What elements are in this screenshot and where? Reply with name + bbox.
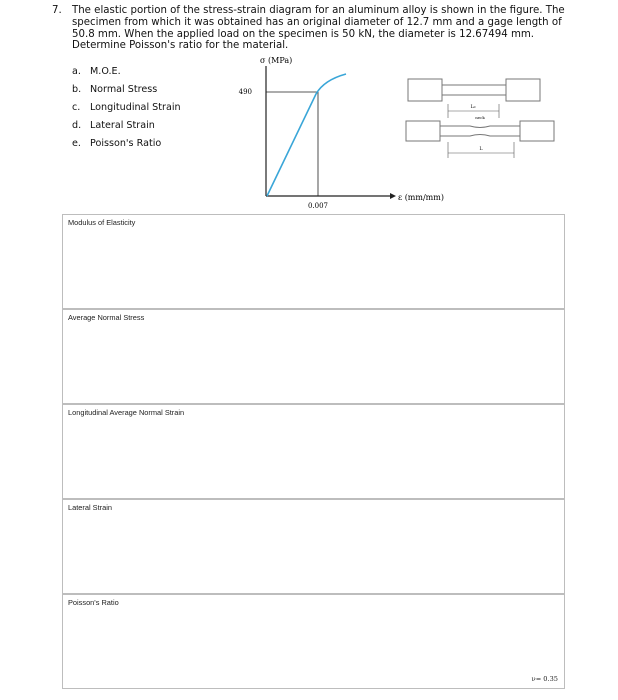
list-marker: d. [72,120,82,131]
answer-box-poissons-ratio[interactable] [62,594,565,689]
specimen-necked [406,121,554,141]
problem-text: The elastic portion of the stress-strain diagram for an aluminum alloy is shown in the figure. The specimen from which it was obtained has an original diameter of 12.7 mm and a gage length of 50.8 mm. When the applied load on the specimen is 50 kN, the diameter is 12.67494 mm. Determine Poisson's ratio for the material. [72,5,565,52]
specimen-unloaded [408,79,540,101]
neck-label: neck [475,115,485,120]
answer-box-lateral-strain[interactable] [62,499,565,594]
gage-label: L₀ [470,105,476,110]
nu-symbol: ν [531,675,536,683]
answer-box-normal-stress[interactable] [62,309,565,404]
stress-strain-figure [230,52,570,212]
list-marker: b. [72,84,82,95]
stress-strain-diagram [230,52,570,212]
x-axis-arrow [390,193,396,199]
list-label: Poisson's Ratio [90,138,162,149]
answer-box-label: Modulus of Elasticity [68,218,136,227]
answer-box-label: Lateral Strain [68,503,112,512]
poissons-ratio-note [532,675,558,683]
answer-box-label: Average Normal Stress [68,313,145,322]
answer-box-longitudinal-strain[interactable] [62,404,565,499]
list-item [72,84,157,95]
x-axis-label: ε (mm/mm) [398,193,444,202]
list-item [72,138,161,149]
answer-box-label: Poisson's Ratio [68,598,119,607]
list-item [72,66,121,77]
y-axis-label: σ (MPa) [260,56,293,65]
problem-number: 7. [52,5,62,16]
answer-box-label: Longitudinal Average Normal Strain [68,408,185,417]
list-item [72,120,155,131]
nu-value: = 0.35 [535,675,558,683]
list-label: M.O.E. [90,66,121,77]
length-label: L [479,147,483,152]
list-marker: c. [72,102,81,113]
list-marker: a. [72,66,81,77]
list-marker: e. [72,138,81,149]
answer-box-modulus[interactable] [62,214,565,309]
list-label: Longitudinal Strain [90,102,181,113]
x-tick-label: 0.007 [307,202,329,210]
list-label: Normal Stress [90,84,158,95]
y-tick-label: 490 [238,88,252,96]
list-item [72,102,181,113]
list-label: Lateral Strain [90,120,155,131]
